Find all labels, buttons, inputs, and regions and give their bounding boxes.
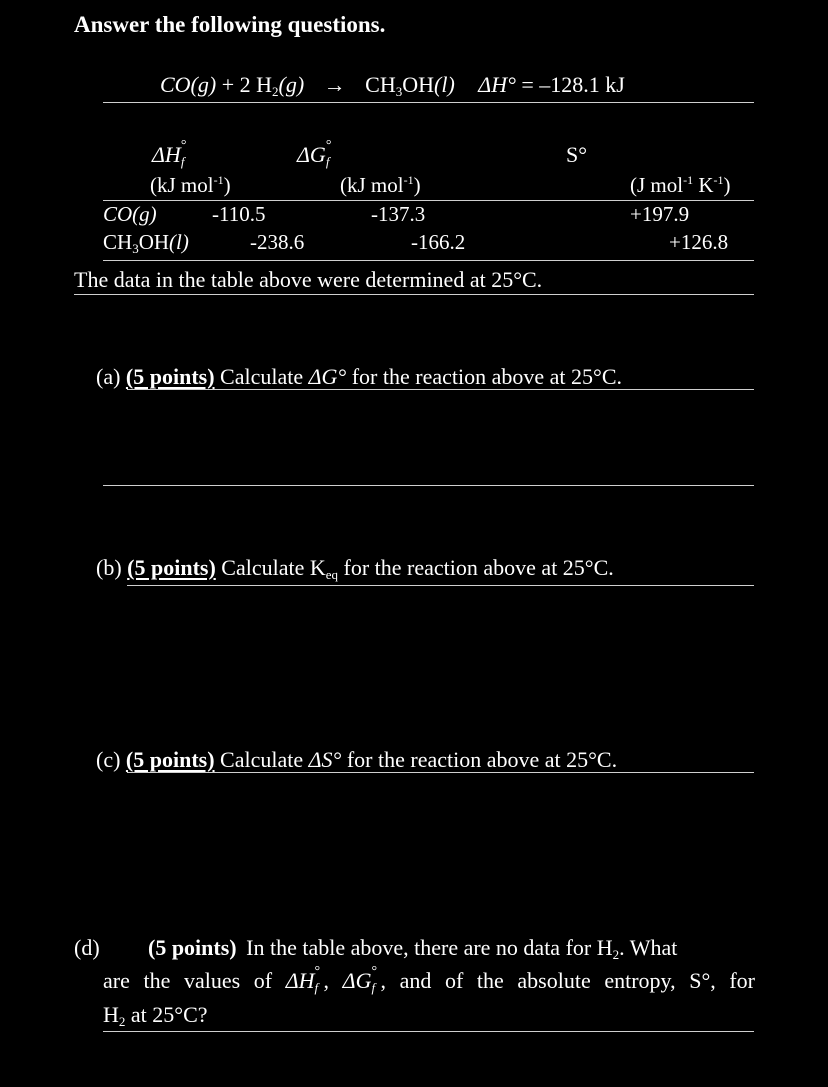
header-delta-hf: ΔH ° f [152, 138, 187, 169]
question-d-line2: are the values of ΔH ° f , ΔG ° f , and of the absolute entropy, S°, for [103, 964, 756, 995]
unit-kj-dgf: (kJ mol$^{-1}$) [340, 173, 421, 197]
reaction-arrow: → [323, 72, 346, 97]
question-d-label: (d) [74, 935, 100, 960]
question-d-line3: $H_2$ at 25°C? [103, 1002, 208, 1029]
table-note: The data in the table above were determined at 25°C. [74, 267, 543, 292]
reaction-enthalpy: ΔH° = –128.1 kJ [478, 72, 625, 97]
row-methanol-species: $CH_3OH(l)$ [103, 230, 189, 256]
question-d-line1: (5 points) In the table above, there are no data for $H_2$. What [148, 935, 678, 962]
question-c-underline [127, 772, 754, 773]
reaction-underline [103, 102, 754, 103]
reaction-equation [160, 72, 625, 98]
unit-kj-dhf: (kJ mol$^{-1}$) [150, 173, 231, 197]
reactant-co: CO(g) [160, 72, 217, 97]
reactant-h2: + 2 $H_2(g)$ [221, 72, 305, 99]
table-bottom-rule [103, 260, 754, 261]
row-co-dgf: -137.3 [371, 202, 426, 226]
question-c: (c) (5 points) Calculate ΔS° for the reaction above at 25°C. [96, 747, 618, 772]
question-a: (a) (5 points) Calculate ΔG° for the reaction above at 25°C. [96, 364, 622, 389]
row-co-species: CO(g) [103, 202, 157, 226]
row-methanol-dgf: -166.2 [411, 230, 466, 254]
header-entropy: S° [566, 142, 588, 167]
table-header-rule [103, 200, 754, 201]
question-b-underline [127, 585, 754, 586]
product-methanol: $CH_3OH(l)$ [365, 72, 455, 99]
page-heading: Answer the following questions. [74, 12, 386, 37]
header-delta-gf: ΔG ° f [297, 138, 332, 169]
row-methanol-dhf: -238.6 [250, 230, 305, 254]
unit-j-entropy: (J mol$^{-1}$ $K^{-1}$) [630, 173, 731, 197]
note-underline [74, 294, 754, 295]
row-co-dhf: -110.5 [212, 202, 266, 226]
question-d-underline [103, 1031, 754, 1032]
row-co-s: +197.9 [630, 202, 690, 226]
row-methanol-s: +126.8 [669, 230, 729, 254]
question-b: (b) (5 points) Calculate $K_{eq}$ for the reaction above at 25°C. [96, 555, 614, 582]
question-a-underline [127, 389, 754, 390]
question-a-answer-line [103, 485, 754, 486]
